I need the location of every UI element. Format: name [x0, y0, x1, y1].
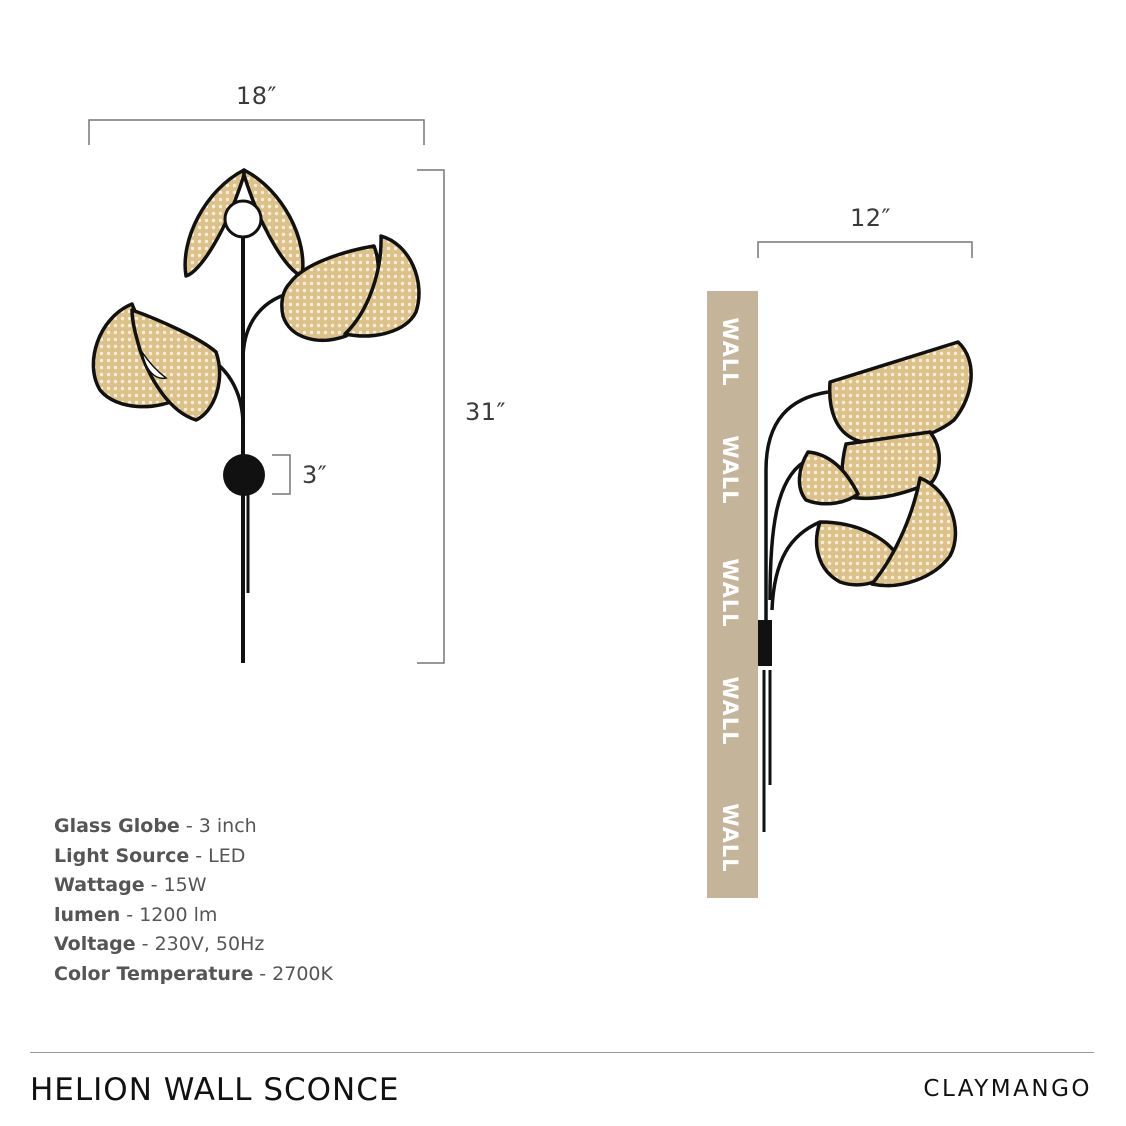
brand-logo-text: CLAYMANGO [923, 1076, 1092, 1102]
wall-label: WALL [718, 435, 742, 505]
front-wall-canopy [223, 454, 265, 496]
wall-label: WALL [718, 558, 742, 628]
side-wall-mount [758, 620, 772, 666]
spec-key: Color Temperature [54, 962, 254, 985]
spec-key: Light Source [54, 844, 190, 867]
spec-separator: - [189, 844, 209, 867]
spec-row-voltage [54, 930, 333, 960]
spec-value: 230V, 50Hz [154, 933, 265, 955]
front-width-label: 18″ [236, 82, 278, 110]
spec-value: LED [208, 844, 246, 867]
spec-row-glass-globe [54, 812, 333, 842]
side-leaf-top [830, 342, 971, 444]
spec-list [54, 812, 333, 989]
spec-separator: - [120, 903, 140, 926]
wall-label: WALL [718, 803, 742, 873]
width-dimension-bracket [89, 120, 424, 145]
wall-label: WALL [718, 317, 742, 387]
depth-dimension-bracket [758, 242, 972, 258]
spec-row-light-source [54, 842, 333, 872]
wall-label: WALL [718, 676, 742, 746]
spec-separator: - [135, 933, 155, 955]
height-dimension-bracket [417, 170, 444, 663]
front-height-label: 31″ [465, 398, 507, 426]
globe-size-label: 3″ [302, 461, 328, 489]
spec-key: Voltage [54, 933, 136, 955]
side-arm-bottom [772, 522, 820, 610]
globe-dimension-bracket [272, 455, 290, 494]
product-title: HELION WALL SCONCE [30, 1072, 400, 1108]
side-view [707, 242, 972, 898]
spec-key: Wattage [54, 874, 145, 896]
front-view [89, 120, 444, 663]
spec-key: Glass Globe [54, 815, 180, 837]
spec-value: 2700K [272, 962, 333, 985]
spec-separator: - [144, 874, 164, 896]
spec-row-color-temperature [54, 960, 333, 990]
front-glass-globe [225, 201, 261, 237]
spec-row-lumen [54, 901, 333, 931]
spec-value: 3 inch [198, 815, 257, 837]
spec-separator: - [179, 815, 199, 837]
footer-divider [30, 1052, 1094, 1053]
spec-value: 1200 lm [139, 903, 218, 926]
spec-separator: - [253, 962, 273, 985]
spec-key: lumen [54, 903, 121, 926]
spec-value: 15W [163, 874, 207, 896]
side-depth-label: 12″ [850, 204, 892, 232]
spec-row-wattage [54, 871, 333, 901]
